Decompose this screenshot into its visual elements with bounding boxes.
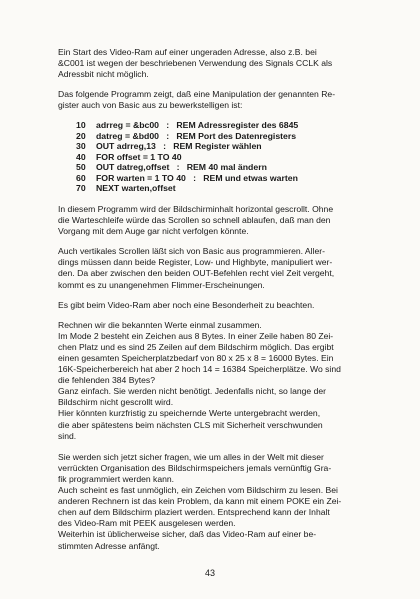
text-line: Bildschirm nicht gescrollt wird. <box>58 397 174 408</box>
code-line-text: OUT datreg,offset : REM 40 mal ändern <box>96 162 267 173</box>
code-line <box>76 131 380 142</box>
code-line-number: 40 <box>76 151 86 162</box>
code-line-text: adrreg = &bc00 : REM Adressregister des 6845 <box>96 120 299 131</box>
text-line: Ein Start des Video-Ram auf einer ungeraden Adresse, also z.B. bei <box>58 47 317 57</box>
text-line: &C001 ist wegen der beschriebenen Verwendung des Signals CCLK als <box>58 58 333 69</box>
text-line: chen auf dem Bildschirm plaziert werden. Entsprechend kann der Inhalt <box>58 507 330 518</box>
code-line <box>76 183 380 194</box>
text-line: den. Da aber zwischen den beiden OUT-Befehlen recht viel Zeit vergeht, <box>58 268 335 279</box>
code-line-number: 60 <box>76 172 86 183</box>
paragraph <box>58 89 380 111</box>
code-line-text: FOR offset = 1 TO 40 <box>96 151 182 162</box>
text-line: kommt es zu unangenehmen Flimmer-Erscheinungen. <box>58 279 265 290</box>
text-line: chen Platz und es sind 25 Zeilen auf dem Bildschirm möglich. Das ergibt <box>58 341 334 352</box>
text-line: dings müssen dann beide Register, Low- und Highbyte, manipuliert wer- <box>58 257 333 268</box>
text-line: sind. <box>58 430 77 441</box>
paragraph <box>58 246 380 290</box>
code-line-number: 30 <box>76 141 86 152</box>
code-line-text: OUT adrreg,13 : REM Register wählen <box>96 141 262 152</box>
text-line: Es gibt beim Video-Ram aber noch eine Besonderheit zu beachten. <box>58 299 315 310</box>
text-line: Auch scheint es fast unmöglich, ein Zeichen vom Bildschirm zu lesen. Bei <box>58 485 338 496</box>
text-line: anderen Rechnern ist das kein Problem, da kann mit einem POKE ein Zei- <box>58 496 342 507</box>
code-line-number: 20 <box>76 130 86 141</box>
code-line-number: 50 <box>76 162 86 173</box>
paragraph <box>58 204 380 237</box>
text-line: stimmten Adresse anfängt. <box>58 540 160 551</box>
text-line: Das folgende Programm zeigt, daß eine Manipulation der genannten Re- <box>58 89 336 100</box>
code-line-text: FOR warten = 1 TO 40 : REM und etwas warten <box>96 172 298 183</box>
text-line: verrückten Organisation des Bildschirmspeichers jemals vernünftig Gra- <box>58 462 332 473</box>
paragraph <box>58 320 380 442</box>
text-line: Im Mode 2 besteht ein Zeichen aus 8 Bytes. In einer Zeile haben 80 Zei- <box>58 330 334 341</box>
code-line-text: NEXT warten,offset <box>96 183 176 194</box>
text-line: Adressbit nicht möglich. <box>58 69 149 80</box>
text-line: Ganz einfach. Sie werden nicht benötigt. Jedenfalls nicht, so lange der <box>58 386 327 397</box>
text-line: die aber spätestens beim nächsten CLS mit Sicherheit verschwunden <box>58 419 323 430</box>
text-line: gister auch von Basic aus zu bewerkstelligen ist: <box>58 100 243 111</box>
page-content <box>58 47 380 552</box>
text-line: die fehlenden 384 Bytes? <box>58 375 155 386</box>
text-line: einen gesamten Speicherplatzbedarf von 80 x 25 x 8 = 16000 Bytes. Ein <box>58 353 334 363</box>
code-line <box>76 162 380 173</box>
code-line-number: 70 <box>76 183 86 194</box>
text-line: fik programmiert werden kann. <box>58 473 175 484</box>
code-line <box>76 152 380 163</box>
page-number: 43 <box>204 568 215 578</box>
text-line: Hier könnten kurzfristig zu speichernde Werte untergebracht werden, <box>58 408 321 419</box>
paragraph-spacer <box>58 442 380 452</box>
code-line-number: 10 <box>76 120 86 131</box>
code-line <box>76 173 380 184</box>
text-line: Rechnen wir die bekannten Werte einmal zusammen. <box>58 319 262 330</box>
text-line: 16K-Speicherbereich hat aber 2 hoch 14 = 16384 Speicherplätze. Wo sind <box>58 364 341 375</box>
code-line <box>76 120 380 131</box>
basic-code-listing <box>76 120 380 194</box>
paragraph <box>58 452 380 552</box>
text-line: Auch vertikales Scrollen läßt sich von Basic aus programmieren. Aller- <box>58 246 325 257</box>
paragraph <box>58 47 380 80</box>
code-line-text: datreg = &bd00 : REM Port des Datenregisters <box>96 130 297 141</box>
code-line <box>76 141 380 152</box>
text-line: Vorgang mit dem Auge gar nicht verfolgen könnte. <box>58 226 249 237</box>
text-line: In diesem Programm wird der Bildschirminhalt horizontal gescrollt. Ohne <box>58 203 334 214</box>
text-line: des Video-Ram mit PEEK ausgelesen werden. <box>58 518 236 529</box>
text-line: Weiterhin ist üblicherweise sicher, daß das Video-Ram auf einer be- <box>58 529 317 540</box>
text-line: die Warteschleife würde das Scrollen so schnell ablaufen, daß man den <box>58 215 331 226</box>
text-line: Sie werden sich jetzt sicher fragen, wie um alles in der Welt mit dieser <box>58 451 324 462</box>
paragraph <box>58 300 380 311</box>
